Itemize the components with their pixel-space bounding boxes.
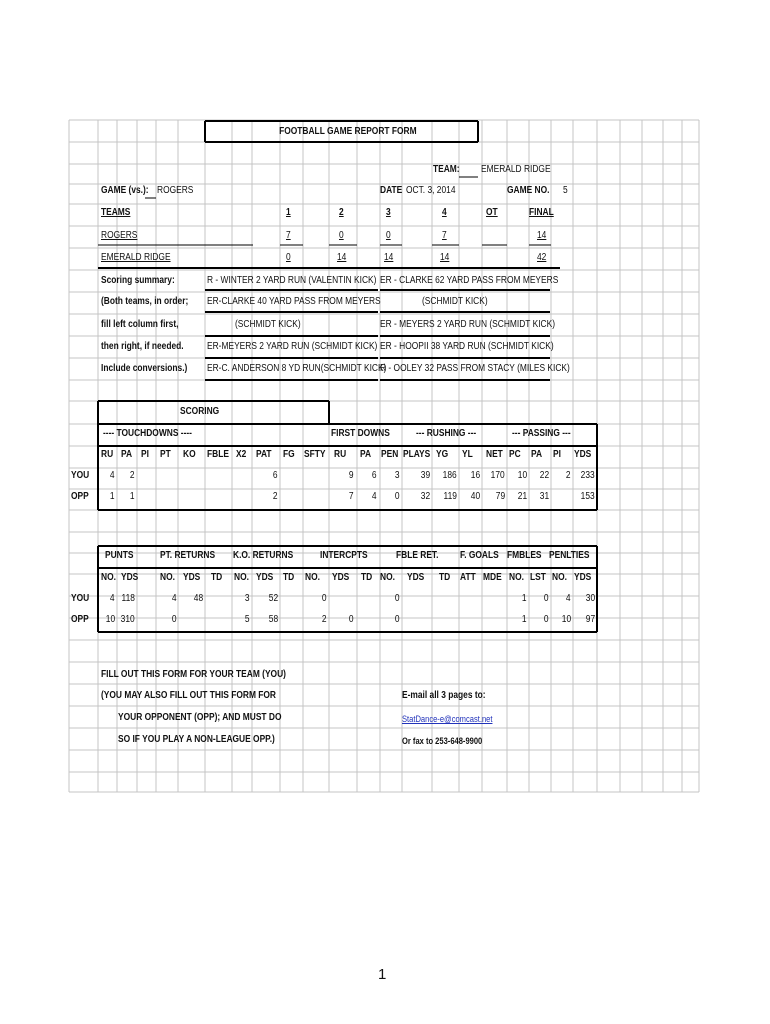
score-cell-final[interactable]: 14	[537, 230, 547, 241]
stat-cell[interactable]: 3	[395, 470, 400, 481]
stat-cell[interactable]: 79	[495, 491, 505, 502]
stats1-column-header: PAT	[256, 449, 272, 460]
team-label: TEAM:	[433, 164, 460, 175]
q1-header: 1	[286, 207, 291, 218]
ko-returns-group: K.O. RETURNS	[233, 550, 294, 561]
stat-cell[interactable]: 118	[121, 593, 135, 604]
summary-left-entry[interactable]: R - WINTER 2 YARD RUN (VALENTIN KICK)	[207, 275, 377, 286]
email-link[interactable]: StatDance-e@comcast.net	[402, 714, 493, 724]
stats2-column-header: NO.	[234, 572, 249, 583]
stat-cell[interactable]: 39	[420, 470, 430, 481]
stat-cell[interactable]: 4	[566, 593, 571, 604]
stat-cell[interactable]: 153	[580, 491, 595, 502]
rushing-group: --- RUSHING ---	[416, 428, 477, 439]
game-no-value[interactable]: 5	[563, 185, 568, 196]
score-cell[interactable]: 0	[386, 230, 391, 241]
pt-returns-group: PT. RETURNS	[160, 550, 216, 561]
stats2-column-header: YDS	[256, 572, 274, 583]
summary-label: Scoring summary:	[101, 275, 175, 286]
stat-cell[interactable]: 40	[470, 491, 480, 502]
stats1-column-header: PA	[531, 449, 543, 460]
fble-ret-group: FBLE RET.	[396, 550, 439, 561]
footer-instruction: (YOU MAY ALSO FILL OUT THIS FORM FOR	[101, 690, 277, 701]
q3-header: 3	[386, 207, 391, 218]
teams-header: TEAMS	[101, 207, 131, 218]
footer-instruction: SO IF YOU PLAY A NON-LEAGUE OPP.)	[118, 734, 275, 745]
stats1-column-header: PA	[121, 449, 133, 460]
row-label-opp: OPP	[71, 491, 89, 502]
stats1-column-header: YDS	[574, 449, 592, 460]
page-number: 1	[378, 966, 387, 983]
stats2-column-header: YDS	[121, 572, 139, 583]
footer-instruction: FILL OUT THIS FORM FOR YOUR TEAM (YOU)	[101, 669, 286, 680]
stat-cell[interactable]: 0	[544, 614, 549, 625]
game-value[interactable]: ROGERS	[157, 185, 194, 196]
stat-cell[interactable]: 0	[544, 593, 549, 604]
stats2-column-header: MDE	[483, 572, 502, 583]
intercepts-group: INTERCPTS	[320, 550, 368, 561]
stats2-column-header: TD	[211, 572, 223, 583]
stat-cell[interactable]: 233	[580, 470, 595, 481]
game-label: GAME (vs.):	[101, 185, 149, 196]
stats1-column-header: KO	[183, 449, 196, 460]
stat-cell[interactable]: 6	[372, 470, 377, 481]
row-label-opp: OPP	[71, 614, 89, 625]
stat-cell[interactable]: 31	[539, 491, 549, 502]
stat-cell[interactable]: 2	[130, 470, 135, 481]
form-title: FOOTBALL GAME REPORT FORM	[279, 126, 417, 137]
stat-cell[interactable]: 21	[517, 491, 527, 502]
stat-cell[interactable]: 186	[442, 470, 457, 481]
stats2-column-header: TD	[361, 572, 373, 583]
stats2-column-header: NO.	[509, 572, 524, 583]
punts-group: PUNTS	[105, 550, 134, 561]
stats1-column-header: RU	[101, 449, 114, 460]
stats1-column-header: PLAYS	[403, 449, 431, 460]
stats2-column-header: ATT	[460, 572, 476, 583]
score-cell-final[interactable]: 42	[537, 252, 547, 263]
email-label: E-mail all 3 pages to:	[402, 690, 486, 701]
stats2-column-header: NO.	[101, 572, 116, 583]
stats1-column-header: PC	[509, 449, 521, 460]
stats1-column-header: X2	[236, 449, 247, 460]
touchdowns-group: ---- TOUCHDOWNS ----	[103, 428, 192, 439]
score-cell[interactable]: 7	[286, 230, 291, 241]
stats1-column-header: FBLE	[207, 449, 229, 460]
stat-cell[interactable]: 1	[522, 593, 527, 604]
stat-cell[interactable]: 22	[539, 470, 549, 481]
stat-cell[interactable]: 0	[395, 491, 400, 502]
summary-right-entry[interactable]: ER - CLARKE 62 YARD PASS FROM MEYERS	[380, 275, 559, 286]
q4-header: 4	[442, 207, 447, 218]
score-cell[interactable]: 7	[442, 230, 447, 241]
date-value[interactable]: OCT. 3, 2014	[406, 185, 456, 196]
stat-cell[interactable]: 0	[172, 614, 177, 625]
stat-cell[interactable]: 6	[273, 470, 278, 481]
stats1-column-header: PT	[160, 449, 171, 460]
stat-cell[interactable]: 52	[268, 593, 278, 604]
penalties-group: PENLTIES	[549, 550, 590, 561]
stats1-column-header: PA	[360, 449, 372, 460]
summary-right-entry[interactable]: (SCHMIDT KICK)	[422, 296, 488, 307]
stats2-column-header: TD	[283, 572, 295, 583]
stats2-column-header: YDS	[183, 572, 201, 583]
stats2-column-header: NO.	[160, 572, 175, 583]
stat-cell[interactable]: 119	[443, 491, 457, 502]
stat-cell[interactable]: 0	[349, 614, 354, 625]
stat-cell[interactable]: 16	[470, 470, 480, 481]
stats2-column-header: YDS	[332, 572, 350, 583]
fumbles-group: FMBLES	[507, 550, 542, 561]
date-label: DATE	[380, 185, 403, 196]
stats1-column-header: PEN	[381, 449, 399, 460]
stats1-column-header: PI	[553, 449, 561, 460]
stats2-column-header: TD	[439, 572, 451, 583]
stat-cell[interactable]: 10	[105, 614, 115, 625]
stat-cell[interactable]: 9	[349, 470, 354, 481]
stat-cell[interactable]: 4	[172, 593, 177, 604]
scoring-label: SCORING	[180, 406, 220, 417]
score-row-team: ROGERS	[101, 230, 138, 241]
stat-cell[interactable]: 5	[245, 614, 250, 625]
stat-cell[interactable]: 4	[372, 491, 377, 502]
stat-cell[interactable]: 30	[585, 593, 595, 604]
stats2-column-header: NO.	[380, 572, 395, 583]
stats1-column-header: RU	[334, 449, 347, 460]
score-cell[interactable]: 0	[286, 252, 291, 263]
stats1-column-header: SFTY	[304, 449, 326, 460]
stat-cell[interactable]: 97	[585, 614, 595, 625]
stat-cell[interactable]: 10	[517, 470, 527, 481]
stat-cell[interactable]: 1	[110, 491, 115, 502]
game-no-label: GAME NO.	[507, 185, 550, 196]
stat-cell[interactable]: 3	[245, 593, 250, 604]
stat-cell[interactable]: 2	[273, 491, 278, 502]
stat-cell[interactable]: 1	[130, 491, 135, 502]
footer-instruction: YOUR OPPONENT (OPP); AND MUST DO	[118, 712, 282, 723]
stat-cell[interactable]: 4	[110, 593, 115, 604]
summary-left-entry[interactable]: ER-CLARKE 40 YARD PASS FROM MEYERS	[207, 296, 381, 307]
stats2-column-header: YDS	[407, 572, 425, 583]
stat-cell[interactable]: 4	[110, 470, 115, 481]
stat-cell[interactable]: 48	[193, 593, 203, 604]
ot-header: OT	[486, 207, 498, 218]
score-row-team: EMERALD RIDGE	[101, 252, 171, 263]
q2-header: 2	[339, 207, 344, 218]
stats2-column-header: YDS	[574, 572, 592, 583]
stat-cell[interactable]: 2	[566, 470, 571, 481]
stat-cell[interactable]: 310	[120, 614, 135, 625]
stats1-column-header: NET	[486, 449, 503, 460]
stat-cell[interactable]: 7	[349, 491, 354, 502]
score-cell[interactable]: 14	[384, 252, 394, 263]
stats1-column-header: PI	[141, 449, 149, 460]
stat-cell[interactable]: 10	[561, 614, 571, 625]
field-goals-group: F. GOALS	[460, 550, 499, 561]
summary-right-entry[interactable]: ER - HOOPII 38 YARD RUN (SCHMIDT KICK)	[380, 341, 554, 352]
stats2-column-header: LST	[530, 572, 546, 583]
stats2-column-header: NO.	[305, 572, 320, 583]
score-cell[interactable]: 0	[339, 230, 344, 241]
stat-cell[interactable]: 0	[395, 593, 400, 604]
stat-cell[interactable]: 1	[522, 614, 527, 625]
stat-cell[interactable]: 2	[322, 614, 327, 625]
stat-cell[interactable]: 0	[322, 593, 327, 604]
stat-cell[interactable]: 0	[395, 614, 400, 625]
passing-group: --- PASSING ---	[512, 428, 571, 439]
stats1-column-header: YG	[436, 449, 449, 460]
summary-left-entry[interactable]: (SCHMIDT KICK)	[235, 319, 301, 330]
summary-label: fill left column first,	[101, 319, 179, 330]
summary-left-entry[interactable]: ER-C. ANDERSON 8 YD RUN(SCHMIDT KICK)	[207, 363, 387, 374]
stat-cell[interactable]: 58	[268, 614, 278, 625]
first-downs-group: FIRST DOWNS	[331, 428, 390, 439]
summary-label: (Both teams, in order;	[101, 296, 189, 307]
stats1-column-header: FG	[283, 449, 295, 460]
stat-cell[interactable]: 170	[490, 470, 505, 481]
summary-right-entry[interactable]: R - OOLEY 32 PASS FROM STACY (MILES KICK)	[380, 363, 570, 374]
stats2-column-header: NO.	[552, 572, 567, 583]
summary-right-entry[interactable]: ER - MEYERS 2 YARD RUN (SCHMIDT KICK)	[380, 319, 556, 330]
row-label-you: YOU	[71, 593, 90, 604]
score-cell[interactable]: 14	[440, 252, 450, 263]
final-header: FINAL	[529, 207, 554, 218]
team-value[interactable]: EMERALD RIDGE	[481, 164, 551, 175]
stat-cell[interactable]: 32	[420, 491, 430, 502]
summary-left-entry[interactable]: ER-MEYERS 2 YARD RUN (SCHMIDT KICK)	[207, 341, 378, 352]
summary-label: then right, if needed.	[101, 341, 184, 352]
row-label-you: YOU	[71, 470, 90, 481]
score-cell[interactable]: 14	[337, 252, 347, 263]
stats1-column-header: YL	[462, 449, 473, 460]
fax-number: Or fax to 253-648-9900	[402, 736, 483, 746]
summary-label: Include conversions.)	[101, 363, 188, 374]
